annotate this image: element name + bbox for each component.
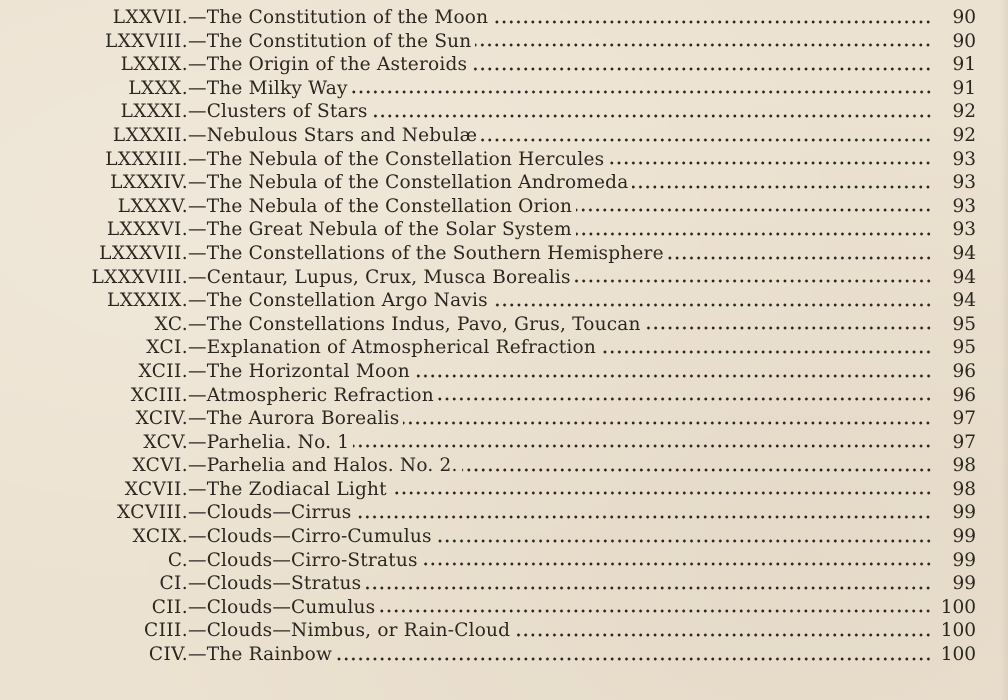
page-number: 96 <box>952 384 976 406</box>
entry-title: —The Nebula of the Constellation Hercules <box>188 148 605 170</box>
plate-number: XCI. <box>146 337 188 359</box>
page-number: 91 <box>952 54 976 76</box>
dot-leader <box>514 632 932 638</box>
plate-number: LXXXIX. <box>107 290 188 312</box>
toc-entry <box>0 619 1008 643</box>
entry-title: —Centaur, Lupus, Crux, Musca Borealis <box>188 266 571 288</box>
dot-leader <box>391 490 932 496</box>
page-number: 92 <box>952 124 976 146</box>
dot-leader <box>576 207 932 213</box>
dot-leader <box>414 373 932 379</box>
table-of-contents <box>0 6 1008 667</box>
dot-leader <box>481 137 932 143</box>
dot-leader <box>575 278 932 284</box>
page-number: 95 <box>952 337 976 359</box>
toc-entry <box>0 242 1008 266</box>
plate-number: LXXXVII. <box>99 242 188 264</box>
page-number: 99 <box>952 526 976 548</box>
page-number: 93 <box>952 148 976 170</box>
entry-title: —Clouds—Cirro-Stratus <box>188 549 418 571</box>
toc-entry <box>0 289 1008 313</box>
toc-entry <box>0 195 1008 219</box>
plate-number: XCV. <box>143 431 188 453</box>
plate-number: LXXVII. <box>112 7 188 28</box>
plate-number: CIV. <box>148 644 188 666</box>
page-number: 98 <box>952 478 976 500</box>
entry-title: —The Aurora Borealis <box>188 408 400 430</box>
entry-title: —The Constellations Indus, Pavo, Grus, Toucan <box>188 313 641 335</box>
dot-leader <box>379 608 932 614</box>
toc-entry <box>0 218 1008 242</box>
toc-entry <box>0 313 1008 337</box>
plate-number: C. <box>167 549 188 571</box>
page-number: 99 <box>952 502 976 524</box>
plate-number: CI. <box>159 573 188 595</box>
dot-leader <box>438 396 932 402</box>
toc-entry <box>0 148 1008 172</box>
entry-title: —Explanation of Atmospherical Refraction <box>188 337 596 359</box>
entry-title: —The Rainbow <box>188 644 333 666</box>
page-number: 90 <box>952 30 976 52</box>
plate-number: LXXXII. <box>112 124 188 146</box>
dot-leader <box>632 184 932 190</box>
plate-number: XC. <box>154 313 188 335</box>
entry-title: —Clouds—Cirrus <box>188 502 352 524</box>
toc-entry <box>0 360 1008 384</box>
plate-number: XCVII. <box>124 478 188 500</box>
entry-title: —The Nebula of the Constellation Orion <box>188 195 573 217</box>
dot-leader <box>576 231 932 237</box>
dot-leader <box>668 255 932 261</box>
dot-leader <box>403 420 932 426</box>
toc-entry <box>0 266 1008 290</box>
page-number: 96 <box>952 360 976 382</box>
dot-leader <box>436 538 932 544</box>
page-number: 98 <box>952 455 976 477</box>
toc-entry <box>0 643 1008 667</box>
entry-title: —The Constellations of the Southern Hemisphere <box>188 242 664 264</box>
plate-number: LXXXI. <box>120 101 188 123</box>
page-number: 99 <box>952 549 976 571</box>
plate-number: CIII. <box>144 620 188 642</box>
page-number: 93 <box>952 219 976 241</box>
plate-number: LXXX. <box>128 77 188 99</box>
entry-title: —Nebulous Stars and Nebulæ <box>188 124 478 146</box>
plate-number: LXXXVIII. <box>91 266 188 288</box>
dot-leader <box>475 42 932 48</box>
page-number: 100 <box>940 620 976 642</box>
plate-number: LXXXIV. <box>110 172 188 194</box>
entry-title: —Clusters of Stars <box>188 101 368 123</box>
toc-entry <box>0 549 1008 573</box>
entry-title: —Clouds—Nimbus, or Rain-Cloud <box>188 620 511 642</box>
dot-leader <box>492 19 932 25</box>
dot-leader <box>492 302 932 308</box>
toc-entry <box>0 478 1008 502</box>
entry-title: —The Milky Way <box>188 77 348 99</box>
plate-number: LXXXV. <box>117 195 188 217</box>
dot-leader <box>608 160 932 166</box>
toc-entry <box>0 501 1008 525</box>
dot-leader <box>353 443 932 449</box>
entry-title: —Clouds—Cumulus <box>188 596 376 618</box>
entry-title: —The Great Nebula of the Solar System <box>188 219 572 241</box>
dot-leader <box>352 89 932 95</box>
plate-number: XCII. <box>138 360 188 382</box>
entry-title: —Clouds—Cirro-Cumulus <box>188 526 432 548</box>
toc-entry <box>0 77 1008 101</box>
dot-leader <box>336 656 932 662</box>
page-number: 90 <box>952 7 976 28</box>
dot-leader <box>422 561 932 567</box>
dot-leader <box>471 66 932 72</box>
entry-title: —Clouds—Stratus <box>188 573 362 595</box>
page-number: 95 <box>952 313 976 335</box>
entry-title: —The Zodiacal Light <box>188 478 387 500</box>
entry-title: —The Origin of the Asteroids <box>188 54 468 76</box>
plate-number: XCIV. <box>135 408 188 430</box>
entry-title: —The Constitution of the Sun <box>188 30 472 52</box>
entry-title: —Parhelia and Halos. No. 2. <box>188 455 458 477</box>
toc-entry <box>0 431 1008 455</box>
toc-entry <box>0 407 1008 431</box>
plate-number: LXXIX. <box>120 54 188 76</box>
page-number: 91 <box>952 77 976 99</box>
plate-number: LXXXIII. <box>105 148 188 170</box>
page-number: 97 <box>952 408 976 430</box>
toc-entry <box>0 53 1008 77</box>
page-edge-shadow <box>1000 0 1008 700</box>
plate-number: LXXXVI. <box>106 219 188 241</box>
toc-entry <box>0 525 1008 549</box>
entry-title: —Parhelia. No. 1 <box>188 431 350 453</box>
page-number: 92 <box>952 101 976 123</box>
plate-number: LXXVIII. <box>105 30 188 52</box>
page-number: 93 <box>952 172 976 194</box>
dot-leader <box>365 585 932 591</box>
toc-entry <box>0 596 1008 620</box>
page-number: 94 <box>952 266 976 288</box>
entry-title: —Atmospheric Refraction <box>188 384 434 406</box>
dot-leader <box>355 514 932 520</box>
entry-title: —The Nebula of the Constellation Andromeda <box>188 172 629 194</box>
page-number: 94 <box>952 290 976 312</box>
toc-entry <box>0 454 1008 478</box>
dot-leader <box>645 325 932 331</box>
toc-entry <box>0 30 1008 54</box>
page-number: 99 <box>952 573 976 595</box>
entry-title: —The Constitution of the Moon <box>188 7 489 28</box>
page-number: 100 <box>940 596 976 618</box>
entry-title: —The Horizontal Moon <box>188 360 410 382</box>
plate-number: XCIII. <box>130 384 188 406</box>
toc-entry <box>0 336 1008 360</box>
dot-leader <box>372 113 932 119</box>
toc-entry <box>0 124 1008 148</box>
page-number: 94 <box>952 242 976 264</box>
entry-title: —The Constellation Argo Navis <box>188 290 488 312</box>
dot-leader <box>600 349 932 355</box>
plate-number: CII. <box>151 596 188 618</box>
page-number: 97 <box>952 431 976 453</box>
plate-number: XCVI. <box>132 455 188 477</box>
toc-entry <box>0 100 1008 124</box>
page-number: 100 <box>940 644 976 666</box>
plate-number: XCVIII. <box>117 502 188 524</box>
dot-leader <box>462 467 932 473</box>
toc-entry <box>0 384 1008 408</box>
plate-number: XCIX. <box>132 526 188 548</box>
toc-entry <box>0 572 1008 596</box>
toc-entry <box>0 171 1008 195</box>
toc-entry <box>0 6 1008 30</box>
page-number: 93 <box>952 195 976 217</box>
